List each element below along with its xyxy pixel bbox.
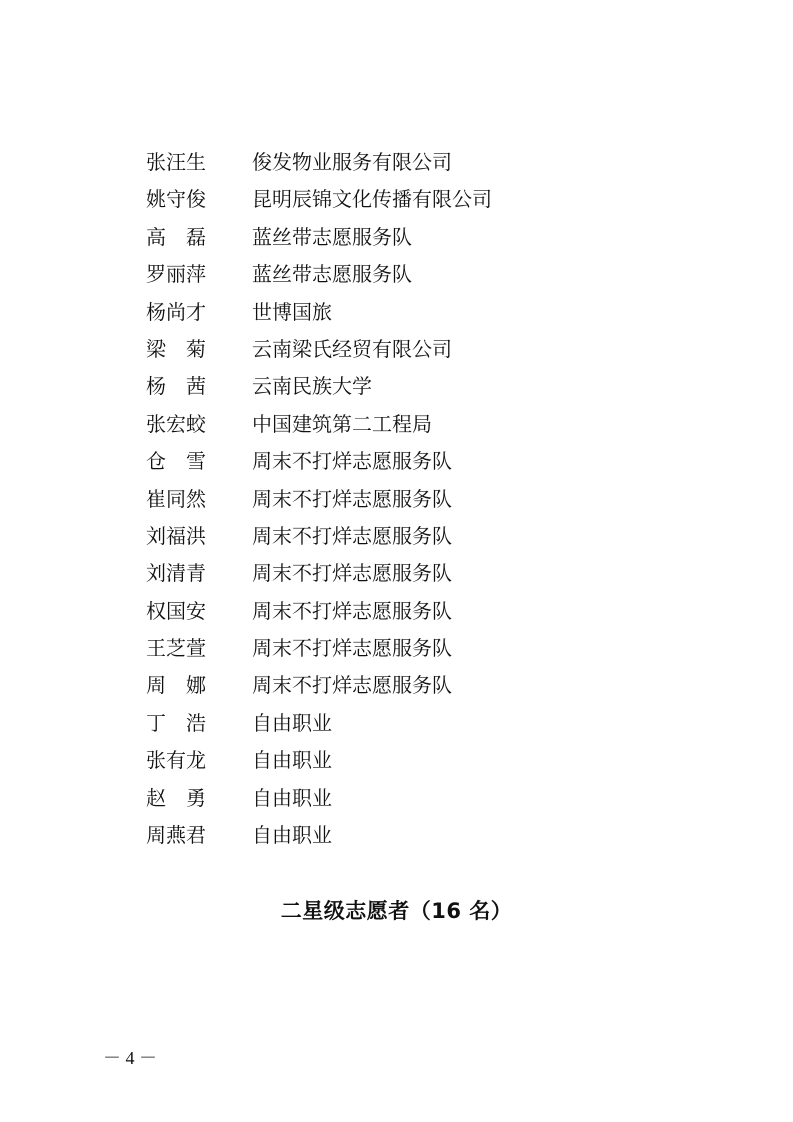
volunteer-organization: 自由职业 xyxy=(252,823,332,848)
volunteer-organization: 自由职业 xyxy=(252,785,332,810)
volunteer-organization: 周末不打烊志愿服务队 xyxy=(252,523,452,548)
volunteer-organization: 周末不打烊志愿服务队 xyxy=(252,598,452,623)
list-item xyxy=(146,219,706,256)
list-item xyxy=(146,443,706,480)
volunteer-name: 姚守俊 xyxy=(146,187,206,212)
volunteer-name: 张有龙 xyxy=(146,748,206,773)
volunteer-organization: 俊发物业服务有限公司 xyxy=(252,150,452,174)
list-item xyxy=(146,406,706,443)
volunteer-name: 丁 浩 xyxy=(146,710,206,735)
volunteer-name: 赵 勇 xyxy=(146,785,206,810)
list-item xyxy=(146,667,706,704)
volunteer-organization: 蓝丝带志愿服务队 xyxy=(252,262,412,287)
list-item xyxy=(146,144,706,181)
page-number: － 4 － xyxy=(103,1048,157,1068)
list-item xyxy=(146,331,706,368)
volunteer-organization: 周末不打烊志愿服务队 xyxy=(252,636,452,661)
volunteer-organization: 蓝丝带志愿服务队 xyxy=(252,224,412,249)
volunteer-organization: 周末不打烊志愿服务队 xyxy=(252,673,452,698)
volunteer-name: 高 磊 xyxy=(146,224,206,249)
list-item xyxy=(146,555,706,592)
volunteer-list xyxy=(146,144,706,854)
volunteer-name: 杨尚才 xyxy=(146,299,206,324)
list-item xyxy=(146,817,706,854)
volunteer-name: 王芝萱 xyxy=(146,636,206,661)
volunteer-name: 周燕君 xyxy=(146,823,206,848)
list-item xyxy=(146,181,706,218)
volunteer-organization: 云南梁氏经贸有限公司 xyxy=(252,336,452,361)
volunteer-name: 周 娜 xyxy=(146,673,206,698)
volunteer-organization: 自由职业 xyxy=(252,748,332,773)
volunteer-name: 罗丽萍 xyxy=(146,262,206,287)
volunteer-organization: 昆明辰锦文化传播有限公司 xyxy=(252,187,492,212)
volunteer-organization: 世博国旅 xyxy=(252,299,332,324)
volunteer-name: 崔同然 xyxy=(146,486,206,511)
volunteer-organization: 周末不打烊志愿服务队 xyxy=(252,449,452,474)
volunteer-name: 杨 茜 xyxy=(146,374,206,399)
volunteer-organization: 周末不打烊志愿服务队 xyxy=(252,561,452,586)
volunteer-organization: 自由职业 xyxy=(252,710,332,735)
volunteer-name: 张汪生 xyxy=(146,150,206,174)
list-item xyxy=(146,780,706,817)
volunteer-organization: 中国建筑第二工程局 xyxy=(252,411,432,436)
volunteer-name: 权国安 xyxy=(146,598,206,623)
list-item xyxy=(146,518,706,555)
list-item xyxy=(146,742,706,779)
volunteer-organization: 云南民族大学 xyxy=(252,374,372,399)
volunteer-name: 仓 雪 xyxy=(146,449,206,474)
list-item xyxy=(146,294,706,331)
section-heading: 二星级志愿者（16 名） xyxy=(280,899,513,923)
list-item xyxy=(146,593,706,630)
list-item xyxy=(146,630,706,667)
list-item xyxy=(146,705,706,742)
list-item xyxy=(146,368,706,405)
volunteer-organization: 周末不打烊志愿服务队 xyxy=(252,486,452,511)
list-item xyxy=(146,481,706,518)
list-item xyxy=(146,256,706,293)
volunteer-name: 张宏蛟 xyxy=(146,411,206,436)
volunteer-name: 刘福洪 xyxy=(146,523,206,548)
volunteer-name: 刘清青 xyxy=(146,561,206,586)
volunteer-name: 梁 菊 xyxy=(146,336,206,361)
